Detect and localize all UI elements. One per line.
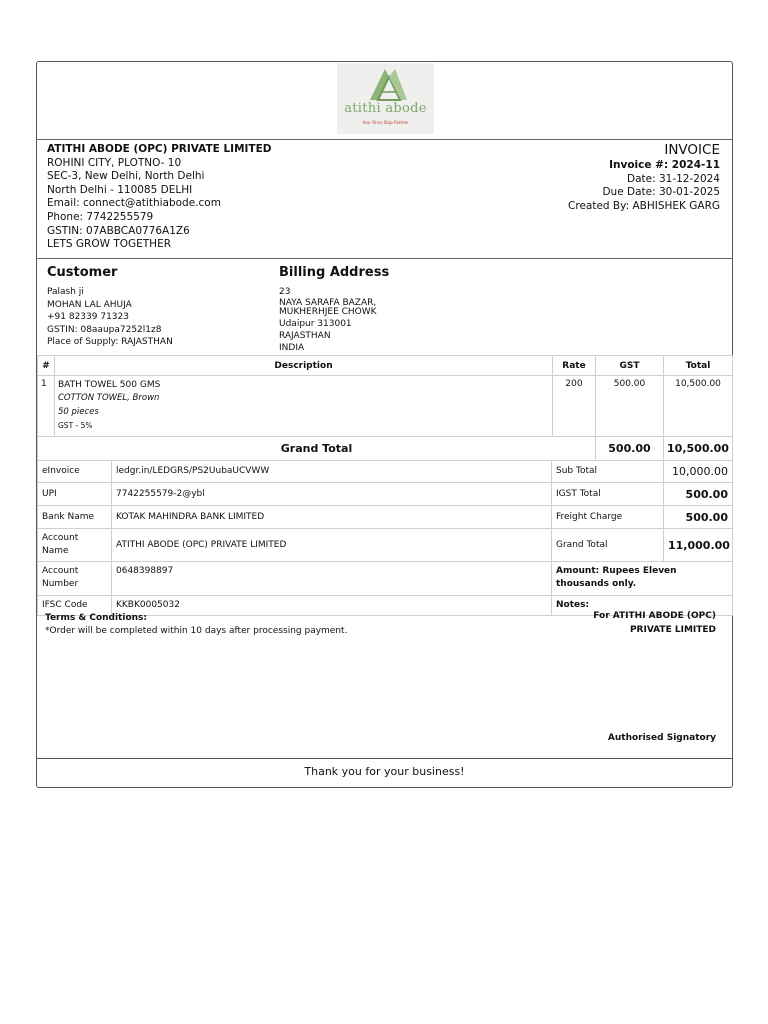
col-header-num: # <box>38 356 55 376</box>
item-gst: 500.00 <box>596 376 664 437</box>
account-number-value: 0648398897 <box>112 562 552 596</box>
item-total: 10,500.00 <box>664 376 733 437</box>
signatory-company-line: PRIVATE LIMITED <box>629 625 716 635</box>
signatory-company <box>593 609 716 637</box>
table-row <box>38 376 733 437</box>
invoice-date: Date: 31-12-2024 <box>627 172 720 185</box>
item-quantity: 50 pieces <box>58 406 99 417</box>
subtotal-label: Sub Total <box>552 461 664 483</box>
company-address-line: North Delhi - 110085 DELHI <box>47 183 193 196</box>
item-rate: 200 <box>553 376 596 437</box>
logo-tagline: Your Once Stop Partner <box>362 120 409 125</box>
grand-total-gst: 500.00 <box>596 437 664 461</box>
logo-text: atithi abode <box>344 101 427 116</box>
bank-name-label: Bank Name <box>38 506 112 529</box>
grand-total-row <box>38 437 733 461</box>
col-header-rate: Rate <box>553 356 596 376</box>
terms-text: *Order will be completed within 10 days after processing payment. <box>45 626 348 636</box>
amount-words-line: Amount: Rupees Eleven <box>556 566 677 576</box>
billing-line: MUKHERHJEE CHOWK <box>279 307 377 318</box>
company-slogan: LETS GROW TOGETHER <box>47 238 172 251</box>
company-address-line: SEC-3, New Delhi, North Delhi <box>47 170 205 183</box>
billing-line: INDIA <box>279 342 305 353</box>
account-number-label-line: Number <box>42 579 79 589</box>
grand-total-summary-label: Grand Total <box>552 529 664 562</box>
igst-value: 500.00 <box>664 483 733 506</box>
customer-section <box>37 259 732 355</box>
grand-total-amount: 10,500.00 <box>664 437 733 461</box>
notes-label: Notes: <box>552 596 733 616</box>
table-row <box>38 506 733 529</box>
company-details <box>47 143 271 252</box>
customer-line: GSTIN: 08aaupa7252l1z8 <box>47 324 162 335</box>
upi-label: UPI <box>38 483 112 506</box>
invoice-meta <box>568 142 720 213</box>
customer-heading: Customer <box>47 265 118 280</box>
col-header-gst: GST <box>596 356 664 376</box>
account-number-label <box>38 562 112 596</box>
customer-line: Palash ji <box>47 287 84 297</box>
col-header-description: Description <box>55 356 553 376</box>
bank-name-value: KOTAK MAHINDRA BANK LIMITED <box>112 506 552 529</box>
einvoice-label: eInvoice <box>38 461 112 483</box>
items-table <box>37 355 733 461</box>
billing-line: 23 <box>279 287 291 297</box>
logo-area <box>37 62 732 140</box>
item-name: BATH TOWEL 500 GMS <box>58 380 161 390</box>
billing-block <box>279 265 389 354</box>
upi-value: 7742255579-2@ybl <box>112 483 552 506</box>
billing-line: RAJASTHAN <box>279 331 331 342</box>
table-row <box>38 562 733 596</box>
customer-line: Place of Supply: RAJASTHAN <box>47 337 173 348</box>
customer-line: MOHAN LAL AHUJA <box>47 299 132 310</box>
company-email: Email: connect@atithiabode.com <box>47 197 221 210</box>
invoice-number: Invoice #: 2024-11 <box>609 159 720 171</box>
grand-total-label: Grand Total <box>38 437 596 461</box>
authorised-signatory: Authorised Signatory <box>607 733 716 743</box>
col-header-total: Total <box>664 356 733 376</box>
invoice-due-date: Due Date: 30-01-2025 <box>602 186 720 199</box>
freight-label: Freight Charge <box>552 506 664 529</box>
invoice-title: INVOICE <box>664 142 720 158</box>
billing-heading: Billing Address <box>279 265 390 280</box>
terms-heading: Terms & Conditions: <box>45 613 147 623</box>
item-description <box>55 376 553 437</box>
terms-section <box>37 603 732 759</box>
customer-line: +91 82339 71323 <box>47 312 129 323</box>
subtotal-value: 10,000.00 <box>664 461 733 483</box>
thank-you-note: Thank you for your business! <box>304 765 465 778</box>
account-name-value: ATITHI ABODE (OPC) PRIVATE LIMITED <box>112 529 552 562</box>
table-row <box>38 529 733 562</box>
payment-summary-table <box>37 460 733 616</box>
invoice-created-by: Created By: ABHISHEK GARG <box>568 199 720 212</box>
billing-line: NAYA SARAFA BAZAR, <box>279 297 377 308</box>
ifsc-value: KKBK0005032 <box>112 596 552 616</box>
item-gst-rate: GST - 5% <box>58 420 93 430</box>
billing-line: Udaipur 313001 <box>279 318 352 329</box>
amount-words-line: thousands only. <box>556 579 637 589</box>
amount-in-words <box>552 562 733 596</box>
company-phone: Phone: 7742255579 <box>47 210 154 223</box>
ifsc-label: IFSC Code <box>38 596 112 616</box>
table-row <box>38 461 733 483</box>
signatory-company-line: For ATITHI ABODE (OPC) <box>593 611 716 621</box>
company-logo <box>337 63 434 134</box>
einvoice-link[interactable]: ledgr.in/LEDGRS/PS2UubaUCVWW <box>112 461 552 483</box>
items-header-row <box>38 356 733 376</box>
table-row <box>38 483 733 506</box>
igst-label: IGST Total <box>552 483 664 506</box>
company-address-line: ROHINI CITY, PLOTNO- 10 <box>47 156 182 169</box>
item-detail: COTTON TOWEL, Brown <box>58 393 160 404</box>
account-name-label: Account Name <box>38 529 112 562</box>
company-gstin: GSTIN: 07ABBCA0776A1Z6 <box>47 224 190 237</box>
freight-value: 500.00 <box>664 506 733 529</box>
customer-block <box>47 265 173 349</box>
invoice-frame <box>36 61 733 788</box>
invoice-header <box>37 140 732 259</box>
terms-block <box>45 612 347 638</box>
grand-total-summary-value: 11,000.00 <box>664 529 733 562</box>
item-num: 1 <box>38 376 55 437</box>
account-number-label-line: Account <box>42 566 79 576</box>
company-name: ATITHI ABODE (OPC) PRIVATE LIMITED <box>47 143 272 155</box>
